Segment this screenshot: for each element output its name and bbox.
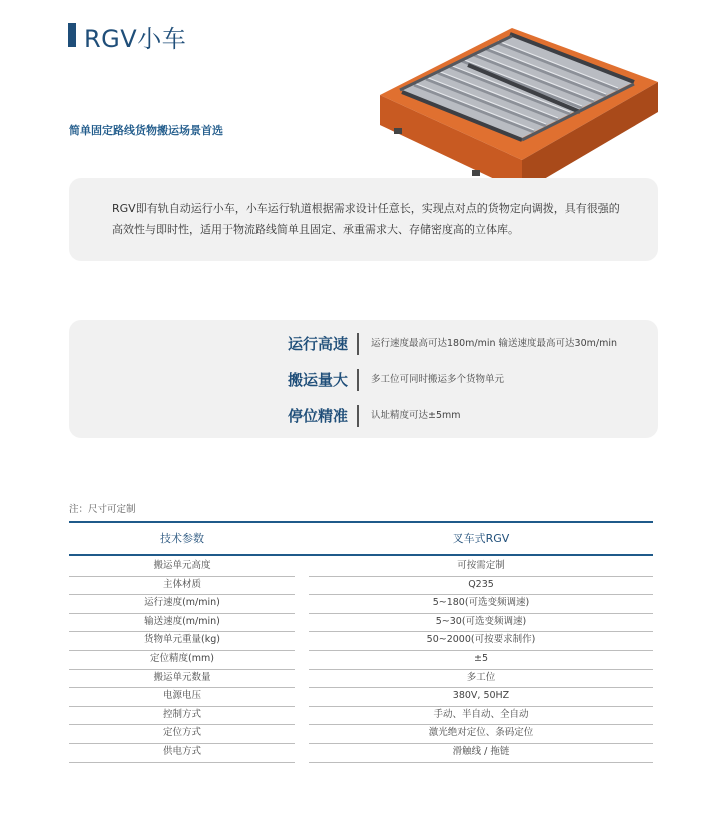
param-value: 多工位 xyxy=(309,669,653,689)
rgv-cart-image xyxy=(372,20,664,200)
description-text: RGV即有轨自动运行小车，小车运行轨道根据需求设计任意长，实现点对点的货物定向调拨，具有很强的高效性与即时性，适用于物流路线简单且固定、承重需求大、存储密度高的立体库。 xyxy=(112,202,620,236)
table-header-rule xyxy=(69,554,653,556)
feature-row xyxy=(69,401,658,431)
param-value: 5~30(可选变频调速) xyxy=(309,613,653,633)
param-value: 5~180(可选变频调速) xyxy=(309,594,653,614)
table-row xyxy=(69,724,653,743)
table-top-rule xyxy=(69,521,653,523)
title-accent-bar xyxy=(68,23,76,47)
feature-title: 停位精准 xyxy=(287,407,348,425)
param-value: 可按需定制 xyxy=(309,557,653,577)
param-value: ±5 xyxy=(309,650,653,670)
table-header-model: 叉车式RGV xyxy=(452,532,510,545)
param-value: 50~2000(可按要求制作) xyxy=(309,631,653,651)
table-row xyxy=(69,669,653,688)
param-value: 手动、半自动、全自动 xyxy=(309,706,653,726)
param-name: 控制方式 xyxy=(69,706,295,726)
param-value: 滑触线 / 拖链 xyxy=(309,743,653,763)
table-row xyxy=(69,743,653,762)
param-name: 电源电压 xyxy=(69,687,295,707)
param-name: 定位精度(mm) xyxy=(69,650,295,670)
feature-desc: 运行速度最高可达180m/min 输送速度最高可达30m/min xyxy=(371,338,617,349)
param-name: 输送速度(m/min) xyxy=(69,613,295,633)
size-note: 注：尺寸可定制 xyxy=(69,504,136,515)
table-row xyxy=(69,613,653,632)
param-name: 运行速度(m/min) xyxy=(69,594,295,614)
page-subtitle: 简单固定路线货物搬运场景首选 xyxy=(69,124,223,137)
table-row xyxy=(69,594,653,613)
param-name: 供电方式 xyxy=(69,743,295,763)
feature-title: 运行高速 xyxy=(287,335,348,353)
table-row xyxy=(69,557,653,576)
table-row xyxy=(69,706,653,725)
feature-row xyxy=(69,365,658,395)
param-name: 搬运单元数量 xyxy=(69,669,295,689)
table-row xyxy=(69,687,653,706)
table-row xyxy=(69,650,653,669)
param-name: 定位方式 xyxy=(69,724,295,744)
param-name: 搬运单元高度 xyxy=(69,557,295,577)
param-name: 主体材质 xyxy=(69,576,295,596)
feature-divider xyxy=(357,333,359,355)
table-row xyxy=(69,631,653,650)
feature-desc: 多工位可同时搬运多个货物单元 xyxy=(371,374,505,385)
param-value: Q235 xyxy=(309,576,653,596)
feature-desc: 认址精度可达±5mm xyxy=(371,410,461,421)
param-name: 货物单元重量(kg) xyxy=(69,631,295,651)
page-title: RGV小车 xyxy=(84,25,187,53)
table-header-param: 技术参数 xyxy=(160,532,204,545)
table-row xyxy=(69,576,653,595)
feature-divider xyxy=(357,405,359,427)
feature-title: 搬运量大 xyxy=(287,371,348,389)
feature-row xyxy=(69,329,658,359)
param-value: 激光绝对定位、条码定位 xyxy=(309,724,653,744)
param-value: 380V, 50HZ xyxy=(309,687,653,707)
feature-divider xyxy=(357,369,359,391)
